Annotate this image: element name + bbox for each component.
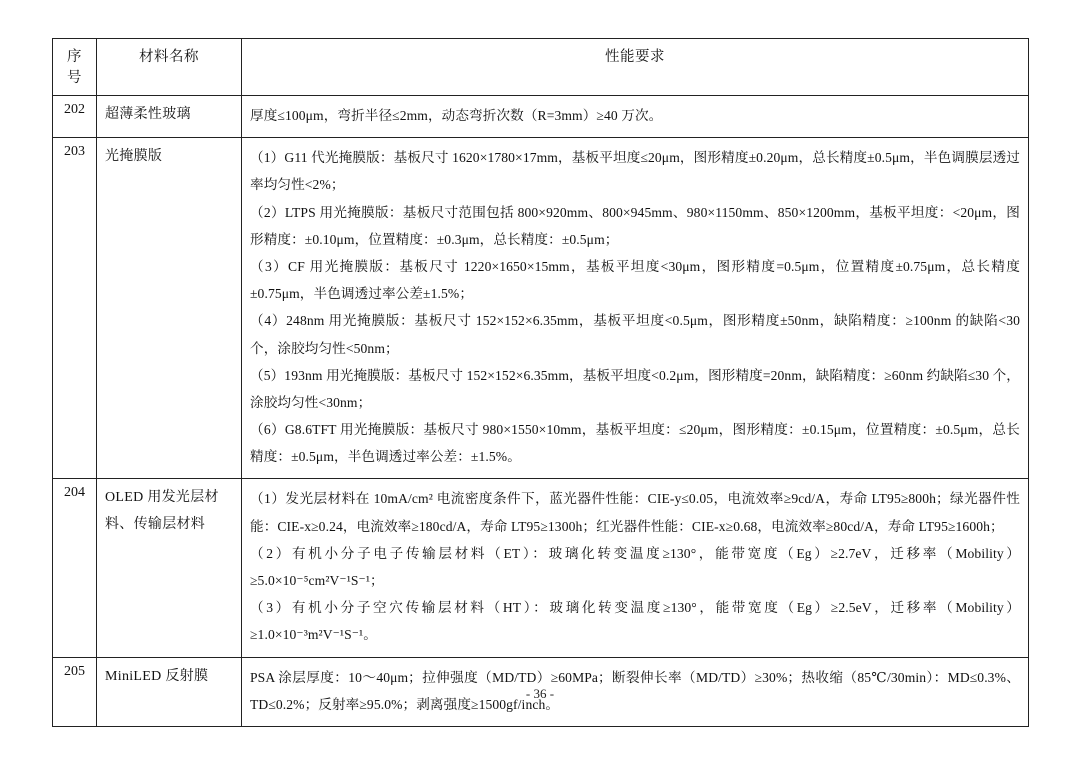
row-number: 202 xyxy=(53,96,97,138)
table-header xyxy=(53,39,1029,96)
requirement-item: （5）193nm 用光掩膜版：基板尺寸 152×152×6.35mm，基板平坦度<0.2μm，图形精度=20nm，缺陷精度：≥60nm 约缺陷≤30 个，涂胶均匀性<30nm； xyxy=(250,367,1020,410)
requirement-item: （2）有机小分子电子传输层材料（ET）：玻璃化转变温度≥130°，能带宽度（Eg）≥2.7eV，迁移率（Mobility）≥5.0×10⁻⁵cm²V⁻¹S⁻¹； xyxy=(250,545,1020,588)
row-material-name: OLED 用发光层材料、传输层材料 xyxy=(97,479,242,657)
row-number: 203 xyxy=(53,138,97,479)
requirement-item: （1）发光层材料在 10mA/cm² 电流密度条件下，蓝光器件性能：CIE-y≤0.05，电流效率≥9cd/A，寿命 LT95≥800h；绿光器件性能：CIE-x≥0.24，电流效率≥180cd/A，寿命 LT95≥1300h；红光器件性能：CIE-x≥0.68，电流效率≥80cd/A，寿命 LT95≥1600h； xyxy=(250,491,1020,534)
row-requirements xyxy=(242,96,1029,138)
requirement-item: （3）CF 用光掩膜版：基板尺寸 1220×1650×15mm，基板平坦度<30μm，图形精度=0.5μm，位置精度±0.75μm，总长精度±0.75μm，半色调透过率公差±1.5%； xyxy=(250,258,1020,302)
requirement-item: （3）有机小分子空穴传输层材料（HT）：玻璃化转变温度≥130°，能带宽度（Eg）≥2.5eV，迁移率（Mobility）≥1.0×10⁻³m²V⁻¹S⁻¹。 xyxy=(250,600,1020,643)
row-requirements xyxy=(242,138,1029,479)
requirement-item: PSA 涂层厚度：10～40μm；拉伸强度（MD/TD）≥60MPa；断裂伸长率（MD/TD）≥30%；热收缩（85℃/30min）：MD≤0.3%、TD≤0.2%；反射率≥95.0%；剥离强度≥1500gf/inch。 xyxy=(250,669,1020,712)
table-body xyxy=(53,96,1029,727)
requirement-item: （4）248nm 用光掩膜版：基板尺寸 152×152×6.35mm，基板平坦度<0.5μm，图形精度±50nm，缺陷精度：≥100nm 的缺陷<30 个，涂胶均匀性<50nm； xyxy=(250,313,1020,356)
table-row xyxy=(53,96,1029,138)
specification-table xyxy=(52,38,1029,727)
table-row xyxy=(53,479,1029,657)
requirement-item: （2）LTPS 用光掩膜版：基板尺寸范围包括 800×920mm、800×945mm、980×1150mm、850×1200mm，基板平坦度：<20μm，图形精度：±0.10μm，位置精度：±0.3μm，总长精度：±0.5μm； xyxy=(250,204,1020,247)
column-header-performance-requirement: 性能要求 xyxy=(242,39,1029,96)
page-number: - 36 - xyxy=(525,686,555,701)
requirement-item: （1）G11 代光掩膜版：基板尺寸 1620×1780×17mm，基板平坦度≤20μm，图形精度±0.20μm，总长精度±0.5μm，半色调膜层透过率均匀性<2%； xyxy=(250,150,1020,193)
column-header-number: 序号 xyxy=(53,39,97,96)
row-number: 204 xyxy=(53,479,97,657)
requirement-item: （6）G8.6TFT 用光掩膜版：基板尺寸 980×1550×10mm，基板平坦度：≤20μm，图形精度：±0.15μm，位置精度：±0.5μm，总长精度：±0.5μm，半色调透过率公差：±1.5%。 xyxy=(250,422,1020,465)
table-row xyxy=(53,138,1029,479)
row-material-name: MiniLED 反射膜 xyxy=(97,657,242,726)
row-number: 205 xyxy=(53,657,97,726)
row-material-name: 光掩膜版 xyxy=(97,138,242,479)
column-header-material-name: 材料名称 xyxy=(97,39,242,96)
table-header-row xyxy=(53,39,1029,96)
requirement-item: 厚度≤100μm，弯折半径≤2mm，动态弯折次数（R=3mm）≥40 万次。 xyxy=(250,108,663,123)
row-material-name: 超薄柔性玻璃 xyxy=(97,96,242,138)
row-requirements xyxy=(242,479,1029,657)
